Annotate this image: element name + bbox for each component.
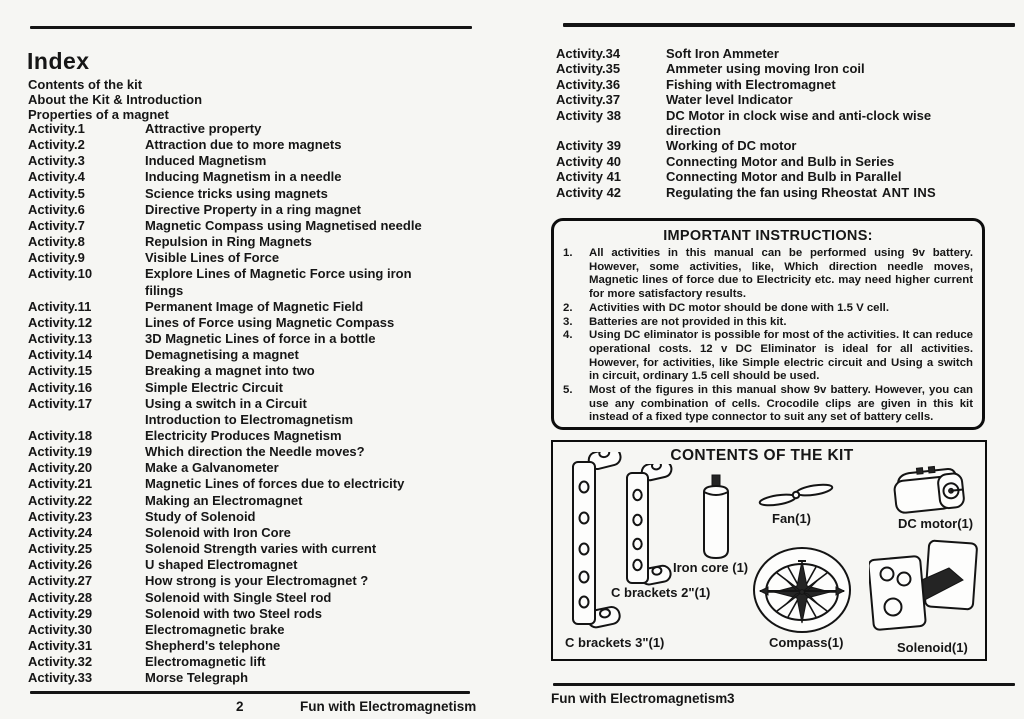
activity-number: Activity.16 <box>28 379 93 395</box>
activity-title-text: Using a switch in a Circuit <box>145 395 307 411</box>
activity-number <box>28 412 145 428</box>
instructions-title: IMPORTANT INSTRUCTIONS: <box>663 228 873 244</box>
instruction-number: 1. <box>563 247 573 259</box>
activity-number: Activity.5 <box>28 185 85 201</box>
activity-title-text: Ammeter using moving Iron coil <box>666 61 865 77</box>
activity-number: Activity.2 <box>28 137 85 153</box>
activity-title-text: Connecting Motor and Bulb in Series <box>666 153 895 169</box>
activity-title-text: Connecting Motor and Bulb in Parallel <box>666 169 902 185</box>
activity-title-text: Which direction the Needle moves? <box>145 444 365 460</box>
activity-number: Activity.25 <box>28 541 93 557</box>
activity-title-bold-suffix: ANT INS <box>881 184 937 200</box>
index-intro-lines <box>28 77 202 123</box>
index-intro-line: Contents of the kit <box>28 77 143 92</box>
activity-title <box>145 331 472 347</box>
instruction-text: Using DC eliminator is possible for most of the activities. It can reduce operational costs. 12 v DC Eliminator is ideal for all activities. However, for activities, like Simple electric circuit and Using a switch in circuit, ordinary 1.5 cell should be used. <box>589 329 973 383</box>
activity-number: Activity 38 <box>556 107 622 123</box>
activity-title <box>145 557 472 573</box>
activity-title <box>145 525 472 541</box>
page-number: 2 <box>236 699 244 714</box>
activity-title <box>145 606 472 622</box>
contents-of-kit-box <box>551 440 987 661</box>
kit-item-label-fan: Fan(1) <box>772 511 811 526</box>
page-left-footer <box>0 699 506 719</box>
activity-title-text: How strong is your Electromagnet ? <box>145 573 369 589</box>
activity-row <box>28 428 472 444</box>
instruction-item <box>563 384 973 425</box>
instruction-number: 3. <box>563 315 573 328</box>
activity-row <box>28 573 472 589</box>
activity-number: Activity.7 <box>28 217 85 233</box>
index-activity-list-continued <box>556 46 978 200</box>
activity-row <box>28 202 472 218</box>
activity-row <box>28 137 472 153</box>
activity-title <box>666 77 978 92</box>
activity-title-text: Solenoid with two Steel rods <box>145 605 322 621</box>
activity-title <box>666 108 978 139</box>
page-right <box>512 0 1024 714</box>
instruction-text: All activities in this manual can be performed using 9v battery. However, some activities, like, Which direction needle moves, Magnetic lines of force due to Electricity etc. may need higher current for more satisfactory results. <box>589 247 973 301</box>
activity-number: Activity.3 <box>28 153 85 169</box>
activity-row <box>556 169 978 184</box>
activity-number: Activity.12 <box>28 314 93 330</box>
activity-title <box>145 460 472 476</box>
activity-row <box>28 460 472 476</box>
activity-number: Activity.1 <box>28 121 85 136</box>
activity-row <box>556 138 978 153</box>
activity-row <box>28 541 472 557</box>
activity-title-text: Make a Galvanometer <box>145 460 279 476</box>
page-left-top-rule <box>30 26 472 29</box>
activity-number: Activity.6 <box>28 201 85 217</box>
activity-title-text: Regulating the fan using Rheostat <box>666 184 877 200</box>
activity-row <box>556 46 978 61</box>
instruction-item <box>563 329 973 384</box>
activity-title <box>145 654 472 670</box>
instruction-text: Most of the figures in this manual show 9v battery. However, you can use any combination of cells. Crocodile clips are given in this kit instead of a fixed type connector to suit any set of battery cells. <box>589 384 973 424</box>
instruction-number: 4. <box>563 329 573 342</box>
iron-core-illustration <box>702 474 730 560</box>
activity-row <box>28 347 472 363</box>
instruction-number: 5. <box>563 384 573 397</box>
activity-title-text: Attractive property <box>145 121 262 136</box>
activity-title-text: Directive Property in a ring magnet <box>145 201 362 217</box>
activity-row <box>28 654 472 670</box>
page-left <box>0 0 506 714</box>
activity-title <box>145 186 472 202</box>
activity-row <box>28 525 472 541</box>
activity-title <box>145 299 472 315</box>
activity-number: Activity.28 <box>28 589 93 605</box>
activity-row <box>556 77 978 92</box>
activity-number: Activity.31 <box>28 638 93 653</box>
activity-title-text: Fishing with Electromagnet <box>666 76 836 92</box>
instruction-text: Batteries are not provided in this kit. <box>589 315 787 328</box>
book-title: Fun with Electromagnetism <box>551 691 728 706</box>
page-number: 3 <box>727 691 735 706</box>
activity-number: Activity.32 <box>28 654 93 670</box>
activity-row <box>28 380 472 396</box>
activity-title <box>145 202 472 218</box>
activity-number: Activity.4 <box>28 169 85 185</box>
activity-title <box>666 138 978 153</box>
activity-row <box>556 108 978 139</box>
activity-title <box>145 509 472 525</box>
kit-item-label-solenoid: Solenoid(1) <box>897 640 968 655</box>
activity-row <box>28 493 472 509</box>
activity-title <box>145 476 472 492</box>
activity-row <box>556 92 978 107</box>
activity-title <box>145 428 472 444</box>
activity-number: Activity.22 <box>28 492 93 508</box>
activity-number: Activity 40 <box>556 153 622 169</box>
page-left-bottom-rule <box>30 691 470 694</box>
activity-title-text: Repulsion in Ring Magnets <box>145 234 312 250</box>
compass-illustration <box>751 544 853 640</box>
activity-number: Activity 41 <box>556 169 622 185</box>
activity-number: Activity.34 <box>556 46 621 61</box>
activity-title <box>145 444 472 460</box>
activity-title <box>145 396 472 412</box>
activity-title <box>145 153 472 169</box>
activity-number: Activity.8 <box>28 234 85 250</box>
activity-title-line2: direction <box>666 123 721 139</box>
activity-number: Activity.17 <box>28 395 93 411</box>
c-bracket-2-illustration <box>625 464 675 594</box>
activity-title-text: Attraction due to more magnets <box>145 137 342 153</box>
activity-number: Activity.23 <box>28 508 93 524</box>
activity-row <box>556 61 978 76</box>
activity-row <box>28 218 472 234</box>
activity-title <box>145 169 472 185</box>
activity-title-text: Soft Iron Ammeter <box>666 46 779 61</box>
activity-title <box>666 61 978 76</box>
activity-title-text: Induced Magnetism <box>145 153 267 169</box>
activity-title <box>145 573 472 589</box>
activity-title <box>145 380 472 396</box>
activity-title <box>145 137 472 153</box>
activity-row <box>28 121 472 137</box>
activity-number: Activity.11 <box>28 298 92 314</box>
activity-title <box>145 218 472 234</box>
activity-title-text: Shepherd's telephone <box>145 638 281 653</box>
activity-title-text: Permanent Image of Magnetic Field <box>145 298 364 314</box>
activity-title-text: Solenoid with Iron Core <box>145 524 291 540</box>
activity-row <box>28 557 472 573</box>
activity-row <box>28 331 472 347</box>
activity-number: Activity.9 <box>28 250 85 266</box>
activity-title <box>145 315 472 331</box>
kit-item-label-c-bracket-2: C brackets 2"(1) <box>611 585 711 600</box>
kit-item-label-dc-motor: DC motor(1) <box>898 516 974 531</box>
activity-title <box>145 590 472 606</box>
activity-title <box>666 92 978 107</box>
solenoid-illustration <box>869 538 981 642</box>
activity-title <box>145 670 472 686</box>
activity-row <box>28 315 472 331</box>
activity-title-text: Working of DC motor <box>666 138 797 154</box>
book-title: Fun with Electromagnetism <box>300 699 477 714</box>
activity-title-text: Magnetic Compass using Magnetised needle <box>145 217 422 233</box>
kit-item-label-c-bracket-3: C brackets 3"(1) <box>565 635 665 650</box>
activity-number: Activity.18 <box>28 427 93 443</box>
activity-row <box>28 153 472 169</box>
instruction-text: Activities with DC motor should be done with 1.5 V cell. <box>589 301 889 314</box>
important-instructions-box <box>551 218 985 430</box>
activity-number: Activity.13 <box>28 331 93 347</box>
activity-row <box>28 234 472 250</box>
activity-row <box>28 169 472 185</box>
kit-item-label-iron-core: Iron core (1) <box>673 560 749 575</box>
index-activity-list <box>28 121 472 686</box>
activity-title-text: Morse Telegraph <box>145 670 249 686</box>
activity-title <box>666 154 978 169</box>
activity-row <box>28 250 472 266</box>
fan-illustration <box>758 480 834 510</box>
activity-row <box>28 670 472 686</box>
activity-number: Activity 42 <box>556 184 622 200</box>
activity-title-text: U shaped Electromagnet <box>145 557 298 573</box>
activity-row <box>28 590 472 606</box>
activity-title-text: Electromagnetic brake <box>145 621 285 637</box>
activity-number: Activity.27 <box>28 573 93 589</box>
activity-row <box>28 186 472 202</box>
activity-row <box>556 185 978 200</box>
activity-number: Activity.19 <box>28 444 93 460</box>
activity-row <box>28 606 472 622</box>
dc-motor-illustration <box>889 464 971 520</box>
instruction-number: 2. <box>563 301 573 314</box>
activity-number: Activity.37 <box>556 92 621 108</box>
activity-title <box>666 46 978 61</box>
activity-number: Activity.21 <box>28 476 93 492</box>
instruction-item <box>563 302 973 316</box>
activity-title <box>145 121 472 137</box>
activity-title-text: Visible Lines of Force <box>145 250 280 266</box>
activity-title <box>145 622 472 638</box>
activity-title <box>145 493 472 509</box>
activity-row <box>28 622 472 638</box>
page-right-top-rule <box>563 23 1015 27</box>
instructions-list <box>563 247 973 425</box>
activity-title-text: Inducing Magnetism in a needle <box>145 169 342 185</box>
activity-row <box>28 412 472 428</box>
activity-title-text: 3D Magnetic Lines of force in a bottle <box>145 331 376 347</box>
activity-title <box>145 412 472 428</box>
activity-title <box>666 185 978 200</box>
activity-title <box>145 363 472 379</box>
activity-row <box>556 154 978 169</box>
activity-title-text: DC Motor in clock wise and anti-clock wise <box>666 107 932 123</box>
instruction-item <box>563 316 973 330</box>
activity-number: Activity.36 <box>556 76 621 92</box>
activity-title-text: Explore Lines of Magnetic Force using iron <box>145 266 412 282</box>
activity-title-text: Introduction to Electromagnetism <box>145 411 354 427</box>
activity-number: Activity 39 <box>556 138 622 154</box>
page-right-footer <box>512 691 1024 711</box>
activity-row <box>28 299 472 315</box>
activity-title-text: Electricity Produces Magnetism <box>145 427 342 443</box>
activity-title-text: Electromagnetic lift <box>145 654 266 670</box>
activity-number: Activity.24 <box>28 524 93 540</box>
activity-title-text: Lines of Force using Magnetic Compass <box>145 314 395 330</box>
kit-title: CONTENTS OF THE KIT <box>670 447 854 464</box>
activity-title <box>145 250 472 266</box>
activity-row <box>28 638 472 654</box>
activity-title-text: Breaking a magnet into two <box>145 363 315 379</box>
activity-row <box>28 396 472 412</box>
index-intro-line: About the Kit & Introduction <box>28 92 203 108</box>
activity-number: Activity.20 <box>28 460 93 476</box>
c-bracket-3-illustration <box>569 452 623 638</box>
activity-title <box>145 541 472 557</box>
activity-number: Activity.33 <box>28 670 93 686</box>
activity-title <box>145 347 472 363</box>
page-right-footer-rule <box>553 683 1015 686</box>
activity-title <box>145 638 472 654</box>
index-page-title: Index <box>27 48 90 74</box>
activity-title-text: Water level Indicator <box>666 92 793 108</box>
activity-number: Activity.15 <box>28 363 93 379</box>
activity-number: Activity.29 <box>28 605 93 621</box>
activity-row <box>28 476 472 492</box>
activity-number: Activity.30 <box>28 621 93 637</box>
kit-item-label-compass: Compass(1) <box>769 635 844 650</box>
activity-title <box>145 234 472 250</box>
activity-title <box>666 169 978 184</box>
activity-number: Activity.26 <box>28 557 93 573</box>
activity-title-line2: filings <box>145 282 184 298</box>
activity-title-text: Study of Solenoid <box>145 508 256 524</box>
activity-title-text: Magnetic Lines of forces due to electricity <box>145 476 405 492</box>
index-intro-line: Properties of a magnet <box>28 107 169 123</box>
activity-title-text: Solenoid with Single Steel rod <box>145 589 332 605</box>
activity-row <box>28 363 472 379</box>
activity-number: Activity.35 <box>556 61 621 77</box>
activity-title-text: Simple Electric Circuit <box>145 379 283 395</box>
activity-row <box>28 509 472 525</box>
activity-number: Activity.10 <box>28 266 93 282</box>
activity-title-text: Demagnetising a magnet <box>145 347 299 363</box>
activity-title-text: Making an Electromagnet <box>145 492 303 508</box>
activity-title-text: Solenoid Strength varies with current <box>145 541 377 557</box>
activity-title <box>145 266 472 298</box>
activity-title-text: Science tricks using magnets <box>145 185 328 201</box>
activity-row <box>28 266 472 298</box>
activity-row <box>28 444 472 460</box>
activity-number: Activity.14 <box>28 347 93 363</box>
instruction-item <box>563 247 973 302</box>
